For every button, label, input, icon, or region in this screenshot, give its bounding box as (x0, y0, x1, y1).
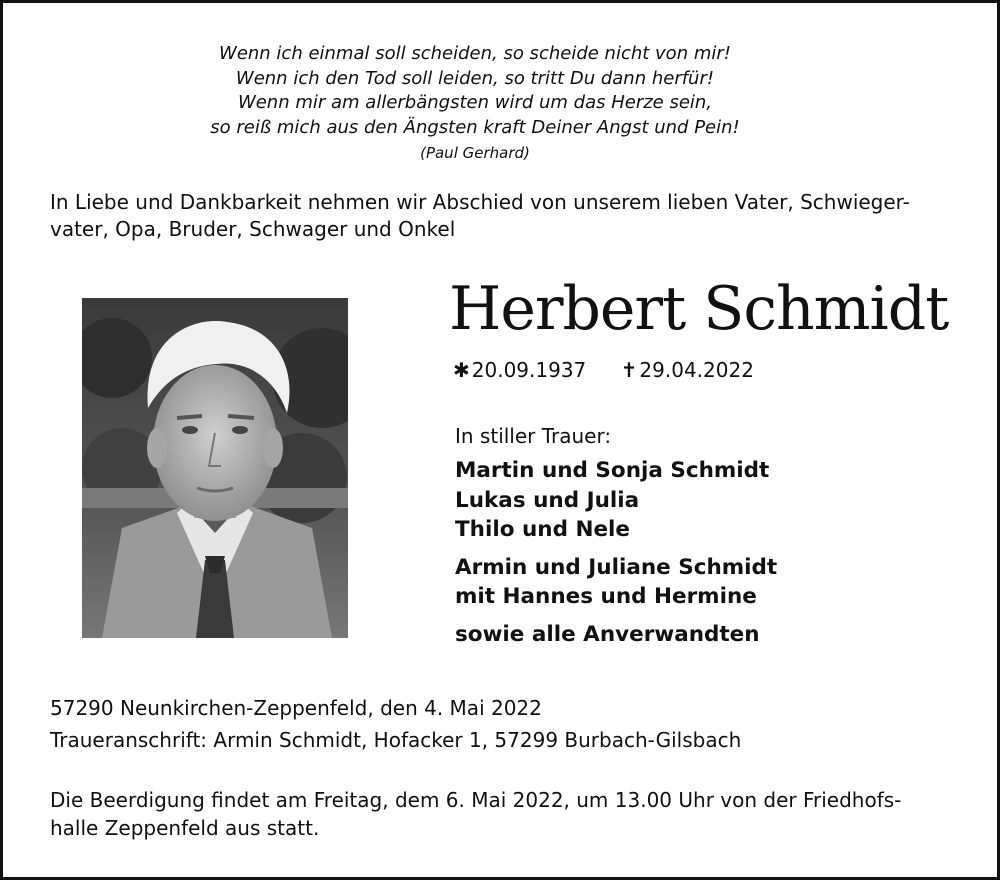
mourner-name: sowie alle Anverwandten (455, 621, 760, 647)
mourners-list (455, 424, 777, 649)
death-date: 29.04.2022 (639, 358, 754, 382)
mourning-address: Traueranschrift: Armin Schmidt, Hofacker 1, 57299 Burbach-Gilsbach (50, 728, 742, 752)
poem (0, 42, 950, 166)
death-cross-icon: ✝ (620, 358, 638, 382)
portrait-photo (82, 298, 348, 638)
intro-line: vater, Opa, Bruder, Schwager und Onkel (50, 217, 456, 241)
mourner-name: Martin und Sonja Schmidt (455, 458, 770, 483)
intro-text (50, 189, 950, 243)
intro-line: In Liebe und Dankbarkeit nehmen wir Abschied von unserem lieben Vater, Schwieger- (50, 190, 910, 214)
mourner-name: Armin und Juliane Schmidt (455, 554, 778, 580)
poem-author: (Paul Gerhard) (420, 144, 530, 162)
poem-line: Wenn ich den Tod soll leiden, so tritt Du dann herfür! (235, 67, 715, 89)
birth-date-group (453, 358, 586, 382)
life-dates (453, 358, 754, 382)
birth-star-icon: ✱ (453, 358, 470, 382)
mourner-name: Thilo und Nele (455, 517, 630, 542)
poem-line: Wenn mir am allerbängsten wird um das Herze sein, (237, 92, 713, 113)
mourner-name: Lukas und Julia (455, 487, 640, 513)
poem-line: Wenn ich einmal soll scheiden, so scheide nicht von mir! (219, 43, 731, 64)
birth-date: 20.09.1937 (471, 358, 587, 382)
mourner-name: mit Hannes und Hermine (455, 584, 757, 609)
funeral-line: halle Zeppenfeld aus statt. (50, 816, 320, 840)
funeral-line: Die Beerdigung findet am Freitag, dem 6. Mai 2022, um 13.00 Uhr von der Friedhofs- (50, 788, 902, 812)
death-date-group (621, 358, 754, 382)
deceased-name: Herbert Schmidt (449, 274, 949, 344)
place-and-address (50, 692, 741, 756)
poem-line: so reiß mich aus den Ängsten kraft Deiner Angst und Pein! (210, 116, 740, 138)
funeral-info (50, 786, 901, 842)
mourners-lead: In stiller Trauer: (455, 424, 612, 448)
location-date: 57290 Neunkirchen-Zeppenfeld, den 4. Mai 2022 (50, 696, 542, 720)
